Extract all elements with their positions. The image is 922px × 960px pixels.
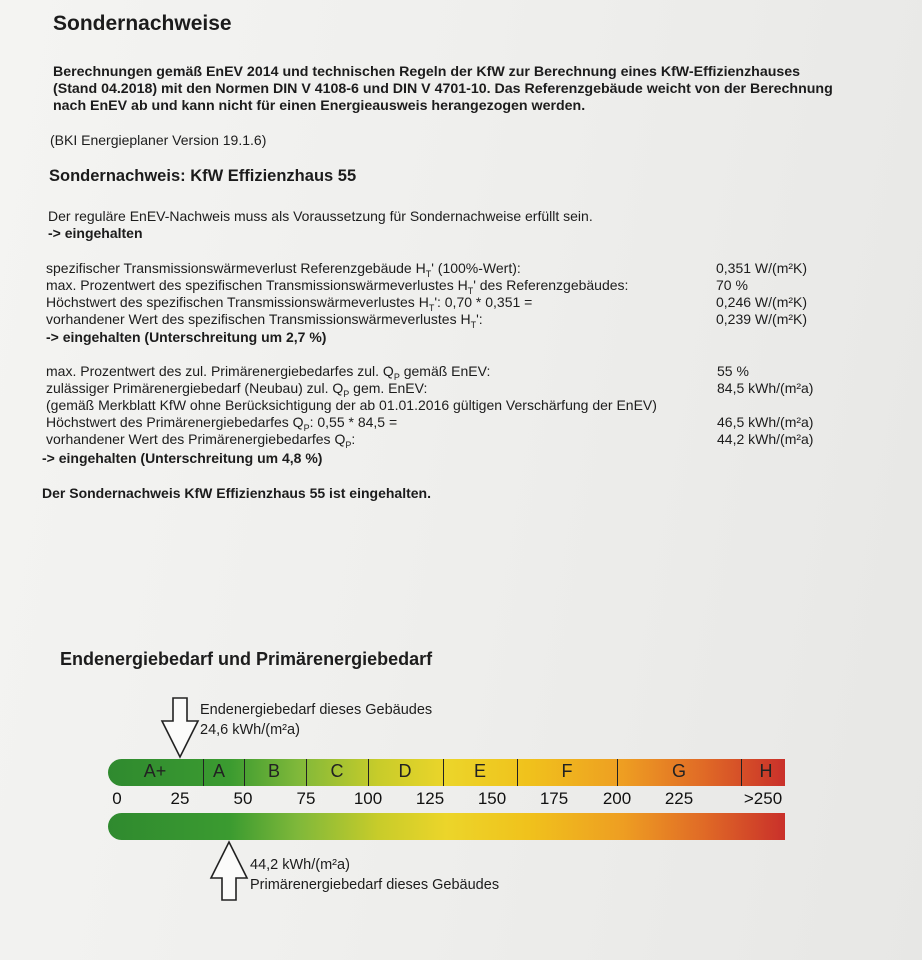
class-divider [617, 759, 618, 786]
class-label: F [561, 761, 573, 781]
primary-row: max. Prozentwert des zul. Primärenergiebedarfes zul. $Q_P$ gemäß EnEV: [46, 363, 491, 382]
transmission-value: 0,246 W/(m²K) [716, 294, 808, 310]
class-divider [368, 759, 369, 786]
page-title: Sondernachweise [53, 12, 232, 35]
primary-value: 46,5 kWh/(m²a) [717, 414, 814, 430]
transmission-row: spezifischer Transmissionswärmeverlust Referenzgebäude $H_T'$ (100%-Wert): [46, 260, 521, 279]
scale-number: 125 [415, 789, 445, 808]
scale-heading: Endenergiebedarf und Primärenergiebedarf [60, 649, 433, 669]
prerequisite-result: -> eingehalten [48, 225, 143, 241]
scale-number: 25 [170, 789, 190, 808]
class-divider [517, 759, 518, 786]
scale-number: 150 [477, 789, 507, 808]
transmission-row: max. Prozentwert des spezifischen Transmissionswärmeverlustes $H_T'$ des Referenzgebäudes: [46, 277, 629, 296]
class-label: E [473, 761, 487, 781]
primary-row: vorhandener Wert des Primärenergiebedarfes $Q_P$: [46, 431, 356, 450]
scale-number: 200 [602, 789, 632, 808]
class-divider [741, 759, 742, 786]
energy-gradient-bar [108, 813, 785, 840]
transmission-value: 70 % [716, 277, 748, 293]
scale-number: 50 [233, 789, 253, 808]
software-version: (BKI Energieplaner Version 19.1.6) [50, 132, 267, 148]
class-label: G [671, 761, 687, 781]
class-label: D [398, 761, 412, 781]
scale-number: 175 [539, 789, 569, 808]
primary-energy-value: 44,2 kWh/(m²a) [250, 857, 350, 873]
primary-energy-arrow-icon [209, 840, 249, 902]
transmission-value: 0,239 W/(m²K) [716, 311, 808, 327]
transmission-row: Höchstwert des spezifischen Transmissionswärmeverlustes $H_T'$: 0,70 * 0,351 = [46, 294, 533, 313]
conclusion: Der Sondernachweis KfW Effizienzhaus 55 ist eingehalten. [42, 485, 431, 501]
intro-paragraph [53, 64, 883, 115]
class-divider [443, 759, 444, 786]
scale-number: 75 [296, 789, 316, 808]
scale-number: >250 [743, 789, 783, 808]
scale-number: 100 [353, 789, 383, 808]
primary-value: 84,5 kWh/(m²a) [717, 380, 814, 396]
end-energy-arrow-icon [160, 697, 200, 759]
class-divider [203, 759, 204, 786]
transmission-row: vorhandener Wert des spezifischen Transmissionswärmeverlustes $H_T'$: [46, 311, 483, 330]
primary-row: zulässiger Primärenergiebedarf (Neubau) zul. $Q_P$ gem. EnEV: [46, 380, 428, 399]
class-label: A+ [143, 761, 167, 781]
intro-line: Berechnungen gemäß EnEV 2014 und technischen Regeln der KfW zur Berechnung eines KfW-Effizienzhauses [53, 64, 801, 80]
primary-result: -> eingehalten (Unterschreitung um 4,8 %) [42, 450, 323, 466]
primary-row: Höchstwert des Primärenergiebedarfes $Q_P$: 0,55 * 84,5 = [46, 414, 398, 433]
end-energy-value: 24,6 kWh/(m²a) [200, 722, 300, 738]
kfw-heading: Sondernachweis: KfW Effizienzhaus 55 [49, 167, 357, 185]
class-divider [244, 759, 245, 786]
intro-line: (Stand 04.2018) mit den Normen DIN V 4108-6 und DIN V 4701-10. Das Referenzgebäude weicht von der Berechnung [53, 81, 833, 97]
primary-value: 55 % [717, 363, 749, 379]
prerequisite-text: Der reguläre EnEV-Nachweis muss als Voraussetzung für Sondernachweise erfüllt sein. [48, 208, 593, 224]
class-label: B [267, 761, 281, 781]
scale-number: 225 [664, 789, 694, 808]
class-label: A [212, 761, 226, 781]
end-energy-label: Endenergiebedarf dieses Gebäudes [200, 702, 433, 718]
primary-value: 44,2 kWh/(m²a) [717, 431, 814, 447]
primary-note: (gemäß Merkblatt KfW ohne Berücksichtigung der ab 01.01.2016 gültigen Verschärfung der EnEV) [46, 397, 657, 413]
class-label: C [330, 761, 344, 781]
transmission-value: 0,351 W/(m²K) [716, 260, 808, 276]
class-label: H [759, 761, 773, 781]
class-divider [306, 759, 307, 786]
scale-number: 0 [112, 789, 122, 808]
primary-energy-label: Primärenergiebedarf dieses Gebäudes [250, 877, 500, 893]
intro-line: nach EnEV ab und kann nicht für einen Energieausweis herangezogen werden. [53, 98, 586, 114]
transmission-result: -> eingehalten (Unterschreitung um 2,7 %) [46, 329, 327, 345]
